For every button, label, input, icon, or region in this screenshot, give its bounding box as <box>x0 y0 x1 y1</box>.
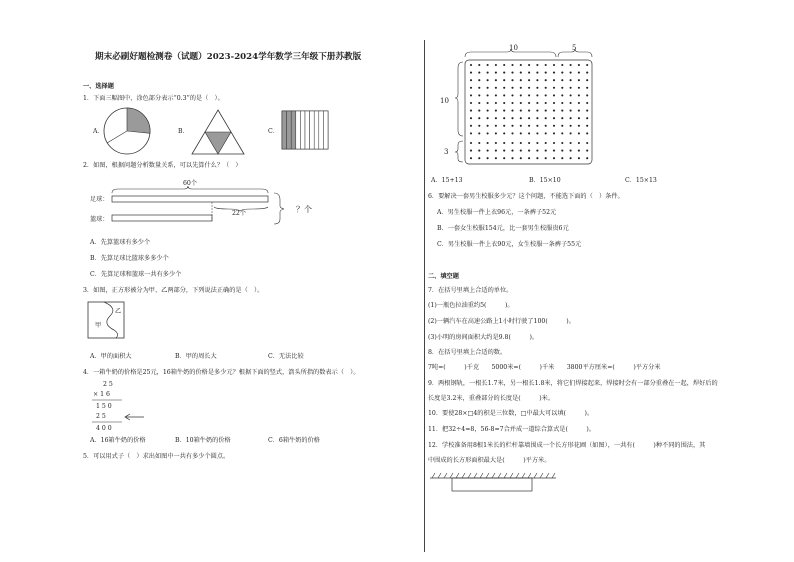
q2-option-b: B．先算足球比篮球多多少个 <box>90 255 169 262</box>
q2-question-label: ？个 <box>296 205 312 214</box>
grid-dot <box>570 102 572 104</box>
grid-dot <box>478 87 480 89</box>
q7-item-1: (1)一瓶色拉油重约5( )。 <box>428 302 514 309</box>
grid-dot <box>545 79 547 81</box>
section-choice-heading: 一、选择题 <box>83 83 114 90</box>
grid-dot <box>528 110 530 112</box>
grid-dot <box>478 157 480 159</box>
grid-dot <box>520 132 522 134</box>
q2-basketball-label: 篮球： <box>90 216 109 223</box>
grid-dot <box>511 87 513 89</box>
grid-dot <box>578 117 580 119</box>
grid-dot <box>578 132 580 134</box>
question-5-text: 5．可以用式子（ ）求出如图中一共有多少个圆点。 <box>83 453 230 460</box>
grid-dot <box>570 79 572 81</box>
grid-dot <box>495 157 497 159</box>
grid-dot <box>553 142 555 144</box>
q4-option-b: B．10箱牛奶的价格 <box>175 437 231 444</box>
stripe-cell <box>310 111 315 149</box>
question-1-text: 1．下面三幅图中，涂色部分表示“0.3”的是（ ）。 <box>83 95 224 102</box>
grid-dot <box>561 117 563 119</box>
grid-dot <box>520 79 522 81</box>
grid-dot <box>586 117 588 119</box>
grid-dot <box>570 64 572 66</box>
q6-option-a: A．男生校服一件上衣96元，一条裤子52元 <box>437 209 557 216</box>
grid-dot <box>536 72 538 74</box>
grid-dot <box>586 110 588 112</box>
stripe-cell <box>296 111 301 149</box>
grid-dot <box>478 142 480 144</box>
question-2-text: 2．如图，根据问题分析数量关系，可以先算什么？（ ） <box>83 162 242 169</box>
grid-dot <box>553 150 555 152</box>
grid-dot <box>495 72 497 74</box>
grid-dot <box>545 110 547 112</box>
grid-dot <box>553 102 555 104</box>
grid-dot <box>578 102 580 104</box>
grid-dot <box>478 125 480 127</box>
stripe-cell <box>291 111 296 149</box>
grid-dot <box>503 87 505 89</box>
grid-dot <box>470 64 472 66</box>
grid-dot <box>511 150 513 152</box>
dots-side-label-top: 10 <box>440 97 449 105</box>
grid-dot <box>503 150 505 152</box>
grid-dot <box>578 72 580 74</box>
grid-dot <box>478 94 480 96</box>
grid-dot <box>487 142 489 144</box>
grid-dot <box>570 150 572 152</box>
section-fill-heading: 二、填空题 <box>428 273 459 280</box>
dot-grid-figure <box>455 48 595 168</box>
page-title: 期末必刷好题检测卷（试题）2023-2024学年数学三年级下册苏教版 <box>95 52 362 62</box>
q1-stripes-figure <box>282 111 330 151</box>
wall-hatch <box>486 473 489 478</box>
grid-dot <box>503 157 505 159</box>
grid-dot <box>578 157 580 159</box>
grid-dot <box>520 72 522 74</box>
grid-dot <box>495 142 497 144</box>
grid-dot <box>545 117 547 119</box>
grid-dot <box>553 117 555 119</box>
grid-dot <box>536 125 538 127</box>
grid-dot <box>536 87 538 89</box>
grid-dot <box>470 72 472 74</box>
q2-option-c: C．先算足球和篮球一共有多少个 <box>90 271 182 278</box>
grid-dot <box>528 72 530 74</box>
grid-dot <box>561 157 563 159</box>
grid-dot <box>561 87 563 89</box>
wall-hatch <box>432 473 435 478</box>
q4-line-result: 4 0 0 <box>96 425 112 432</box>
grid-dot <box>586 142 588 144</box>
grid-dot <box>487 64 489 66</box>
grid-dot <box>503 64 505 66</box>
grid-dot <box>536 110 538 112</box>
q4-vertical-lines <box>92 380 152 430</box>
stripe-cell <box>323 111 328 149</box>
grid-dot <box>520 102 522 104</box>
stripe-cell <box>319 111 324 149</box>
grid-dot <box>578 64 580 66</box>
grid-dot <box>511 157 513 159</box>
question-8-text: 8．在括号里填上合适的数。 <box>428 349 507 356</box>
dots-side-label-bottom: 3 <box>444 148 449 156</box>
grid-dot <box>503 72 505 74</box>
question-9-line-2: 长度是3.2米，重叠部分的长度是( )米。 <box>428 395 555 402</box>
grid-dot <box>578 150 580 152</box>
q4-line-partial-2: 2 5 <box>96 413 106 420</box>
grid-dot <box>561 72 563 74</box>
grid-dot <box>478 150 480 152</box>
q5-option-a: A．15+13 <box>431 177 463 184</box>
wall-hatch <box>456 473 459 478</box>
grid-dot <box>553 132 555 134</box>
wall-hatch <box>528 473 531 478</box>
question-9-line-1: 9．两根钢轨，一根长1.7米，另一根长1.8米，将它们焊接起来，焊接时会有一部分重叠在一起，焊好后的 <box>428 380 718 387</box>
dots-top-label-left: 10 <box>509 44 518 52</box>
wall-hatch <box>462 473 465 478</box>
grid-dot <box>536 142 538 144</box>
grid-dot <box>487 117 489 119</box>
grid-dot <box>545 64 547 66</box>
grid-dot <box>578 79 580 81</box>
q3-option-a: A．甲的面积大 <box>90 353 132 360</box>
grid-dot <box>545 72 547 74</box>
grid-dot <box>470 132 472 134</box>
q1-option-c: C． <box>268 128 279 135</box>
grid-dot <box>520 125 522 127</box>
grid-dot <box>520 150 522 152</box>
grid-dot <box>536 64 538 66</box>
grid-dot <box>586 150 588 152</box>
question-12-line-2: 中围成的长方形面积最大是( )平方米。 <box>428 457 551 464</box>
grid-dot <box>487 94 489 96</box>
grid-dot <box>586 102 588 104</box>
q2-total-label: 60个 <box>183 180 198 187</box>
q4-line-multiplicand: 2 5 <box>103 381 113 388</box>
grid-dot <box>578 110 580 112</box>
q6-option-c: C．男生校服一件上衣90元，女生校服一条裤子55元 <box>437 241 582 248</box>
grid-dot <box>528 94 530 96</box>
q4-option-a: A．16箱牛奶的价格 <box>90 437 146 444</box>
q12-wall-figure <box>430 474 560 494</box>
grid-dot <box>528 132 530 134</box>
grid-dot <box>545 87 547 89</box>
question-7-text: 7．在括号里填上合适的单位。 <box>428 287 513 294</box>
wall-hatch <box>468 473 471 478</box>
grid-dot <box>545 125 547 127</box>
grid-dot <box>561 64 563 66</box>
q3-yi-label: 乙 <box>115 308 122 315</box>
grid-dot <box>495 94 497 96</box>
grid-dot <box>520 157 522 159</box>
question-11-text: 11．把32÷4=8，56-8=7合并成一道综合算式是( )。 <box>428 426 596 433</box>
grid-dot <box>528 142 530 144</box>
grid-dot <box>511 117 513 119</box>
grid-dot <box>528 102 530 104</box>
grid-dot <box>586 87 588 89</box>
q6-option-b: B．一套女生校服154元，比一套男生校服贵6元 <box>437 225 569 232</box>
grid-dot <box>503 117 505 119</box>
grid-dot <box>545 157 547 159</box>
question-10-text: 10．要使28×□4的积是三位数，□中最大可以填( )。 <box>428 410 594 417</box>
wall-hatch <box>438 473 441 478</box>
grid-dot <box>470 142 472 144</box>
q2-difference-label: 22个 <box>232 210 247 217</box>
grid-dot <box>503 142 505 144</box>
dots-top-label-right: 5 <box>572 44 577 52</box>
stripe-cell <box>305 111 310 149</box>
grid-dot <box>586 125 588 127</box>
grid-dot <box>536 132 538 134</box>
grid-dot <box>561 132 563 134</box>
grid-dot <box>487 87 489 89</box>
grid-dot <box>545 94 547 96</box>
grid-dot <box>495 117 497 119</box>
grid-dot <box>503 79 505 81</box>
grid-dot <box>470 117 472 119</box>
grid-dot <box>570 94 572 96</box>
grid-dot <box>536 157 538 159</box>
grid-dot <box>503 125 505 127</box>
q8-line: 7吨=( )千克 5000米=( )千米 3800平方厘米=( )平方分米 <box>428 364 661 371</box>
grid-dot <box>553 64 555 66</box>
q4-line-multiplier: × 1 6 <box>93 391 110 398</box>
grid-dot <box>503 94 505 96</box>
q1-triangle-figure <box>190 108 246 156</box>
grid-dot <box>487 110 489 112</box>
grid-dot <box>511 142 513 144</box>
grid-dot <box>470 150 472 152</box>
grid-dot <box>578 125 580 127</box>
grid-dot <box>487 157 489 159</box>
grid-dot <box>536 150 538 152</box>
grid-dot <box>578 94 580 96</box>
grid-dot <box>570 117 572 119</box>
q1-option-a: A． <box>93 128 104 135</box>
q1-pie-figure <box>103 107 153 157</box>
q4-option-c: C．6箱牛奶的价格 <box>268 437 320 444</box>
grid-dot <box>511 102 513 104</box>
column-divider <box>424 40 425 552</box>
grid-dot <box>528 117 530 119</box>
grid-dot <box>528 79 530 81</box>
grid-dot <box>578 142 580 144</box>
wall-hatch <box>510 473 513 478</box>
grid-dot <box>495 102 497 104</box>
q3-option-b: B．甲的周长大 <box>175 353 217 360</box>
q7-item-3: (3)小明的房间面积大约是9.8( )。 <box>428 334 539 341</box>
grid-dot <box>511 110 513 112</box>
grid-dot <box>503 110 505 112</box>
grid-dot <box>511 94 513 96</box>
grid-dot <box>586 94 588 96</box>
grid-dot <box>570 157 572 159</box>
grid-dot <box>570 110 572 112</box>
grid-dot <box>511 79 513 81</box>
wall-hatch <box>474 473 477 478</box>
q2-football-label: 足球： <box>90 196 109 203</box>
question-4-text: 4．一箱牛奶的价格是25元，16箱牛奶的价格是多少元？根据下面的竖式，箭头所指的数表示（ ）。 <box>83 369 360 376</box>
question-12-line-1: 12．学校准备用8根1米长的栏杆靠墙围成一个长方形花圃（如图），一共有( )种不同的围法，其 <box>428 442 706 449</box>
grid-dot <box>570 72 572 74</box>
grid-dot <box>520 142 522 144</box>
grid-dot <box>561 79 563 81</box>
grid-dot <box>570 125 572 127</box>
wall-hatch <box>522 473 525 478</box>
stripe-cell <box>282 111 287 149</box>
grid-dot <box>561 150 563 152</box>
grid-dot <box>578 87 580 89</box>
wall-hatch <box>450 473 453 478</box>
grid-dot <box>528 125 530 127</box>
wall-hatch <box>540 473 543 478</box>
grid-dot <box>470 157 472 159</box>
stripe-cell <box>300 111 305 149</box>
grid-dot <box>495 132 497 134</box>
grid-dot <box>528 150 530 152</box>
grid-dot <box>553 110 555 112</box>
grid-dot <box>553 72 555 74</box>
wall-hatch <box>480 473 483 478</box>
stripe-cell <box>314 111 319 149</box>
grid-dot <box>511 132 513 134</box>
grid-dot <box>545 102 547 104</box>
grid-dot <box>495 125 497 127</box>
grid-dot <box>536 102 538 104</box>
grid-dot <box>487 79 489 81</box>
grid-dot <box>545 150 547 152</box>
grid-dot <box>478 64 480 66</box>
grid-dot <box>570 142 572 144</box>
grid-dot <box>561 142 563 144</box>
q5-option-b: B．15×10 <box>529 177 561 184</box>
grid-dot <box>487 150 489 152</box>
grid-dot <box>478 117 480 119</box>
q2-option-a: A．先算篮球有多少个 <box>90 239 151 246</box>
grid-dot <box>553 125 555 127</box>
grid-dot <box>503 132 505 134</box>
grid-dot <box>495 79 497 81</box>
wall-hatch <box>498 473 501 478</box>
grid-dot <box>520 87 522 89</box>
grid-dot <box>470 94 472 96</box>
grid-dot <box>520 64 522 66</box>
grid-dot <box>495 64 497 66</box>
grid-dot <box>511 64 513 66</box>
grid-dot <box>561 110 563 112</box>
wall-hatch <box>504 473 507 478</box>
q2-bar-diagram <box>110 188 310 228</box>
grid-dot <box>553 79 555 81</box>
q3-option-c: C．无法比较 <box>268 353 304 360</box>
q4-line-partial-1: 1 5 0 <box>96 403 112 410</box>
grid-dot <box>586 79 588 81</box>
wall-hatch <box>546 473 549 478</box>
grid-dot <box>503 102 505 104</box>
grid-dot <box>528 157 530 159</box>
grid-dot <box>478 132 480 134</box>
grid-dot <box>487 72 489 74</box>
grid-dot <box>487 125 489 127</box>
grid-dot <box>553 157 555 159</box>
wall-hatch <box>516 473 519 478</box>
grid-dot <box>520 117 522 119</box>
grid-dot <box>478 72 480 74</box>
grid-dot <box>470 87 472 89</box>
grid-dot <box>545 142 547 144</box>
q1-option-b: B． <box>178 128 189 135</box>
q5-option-c: C．15×13 <box>625 177 657 184</box>
grid-dot <box>470 79 472 81</box>
grid-dot <box>586 132 588 134</box>
grid-dot <box>470 110 472 112</box>
wall-hatch <box>444 473 447 478</box>
q3-square-figure <box>88 302 128 342</box>
grid-dot <box>478 110 480 112</box>
grid-dot <box>561 125 563 127</box>
grid-dot <box>520 110 522 112</box>
grid-dot <box>487 132 489 134</box>
grid-dot <box>561 102 563 104</box>
grid-dot <box>586 64 588 66</box>
grid-dot <box>470 102 472 104</box>
grid-dot <box>570 132 572 134</box>
grid-dot <box>570 87 572 89</box>
grid-dot <box>511 125 513 127</box>
grid-dot <box>495 87 497 89</box>
grid-dot <box>487 102 489 104</box>
grid-dot <box>520 94 522 96</box>
wall-hatch <box>534 473 537 478</box>
q7-item-2: (2)一辆汽车在高速公路上1小时行驶了100( )。 <box>428 318 575 325</box>
question-3-text: 3．如图，正方形被分为甲、乙两部分，下列说法正确的是（ ）。 <box>83 287 264 294</box>
grid-dot <box>528 64 530 66</box>
grid-dot <box>478 79 480 81</box>
stripe-cell <box>287 111 292 149</box>
grid-dot <box>495 150 497 152</box>
question-6-text: 6．要解决一套男生校服多少元？这个问题，不能选下面的（ ）条件。 <box>428 193 624 200</box>
grid-dot <box>553 94 555 96</box>
grid-dot <box>553 87 555 89</box>
grid-dot <box>495 110 497 112</box>
grid-dot <box>536 94 538 96</box>
grid-dot <box>536 79 538 81</box>
grid-dot <box>511 72 513 74</box>
grid-dot <box>478 102 480 104</box>
grid-dot <box>586 157 588 159</box>
wall-hatch <box>552 473 555 478</box>
grid-dot <box>528 87 530 89</box>
grid-dot <box>561 94 563 96</box>
q3-jia-label: 甲 <box>95 322 102 329</box>
grid-dot <box>545 132 547 134</box>
grid-dot <box>470 125 472 127</box>
wall-hatch <box>492 473 495 478</box>
grid-dot <box>536 117 538 119</box>
grid-dot <box>586 72 588 74</box>
